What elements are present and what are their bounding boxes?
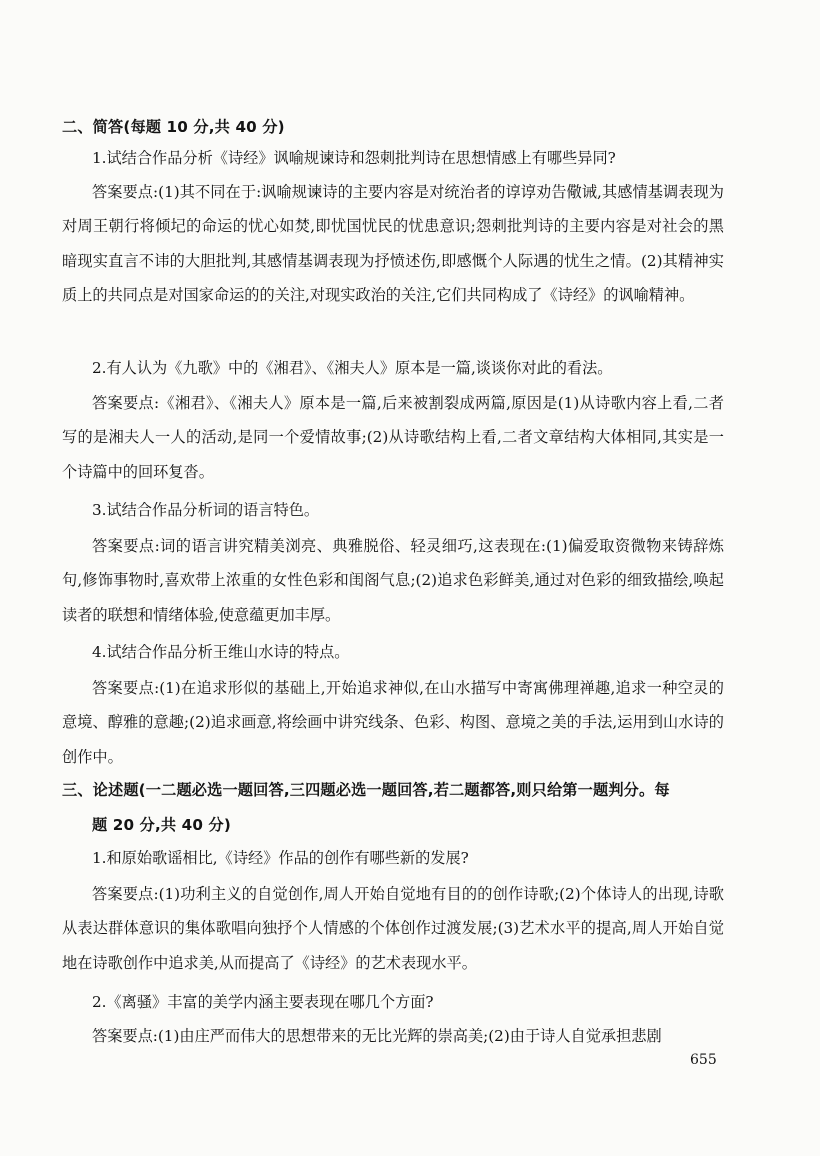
section-2-question-3: 3.试结合作品分析词的语言特色。 [92, 501, 320, 519]
section-3-title-line-2: 题 20 分,共 40 分) [92, 816, 231, 834]
section-3-answer-2: 答案要点:(1)由庄严而伟大的思想带来的无比光辉的崇高美;(2)由于诗人自觉承担悲剧 [92, 1027, 662, 1045]
section-3-question-2: 2.《离骚》丰富的美学内涵主要表现在哪几个方面? [92, 993, 434, 1011]
section-3-question-1: 1.和原始歌谣相比,《诗经》作品的创作有哪些新的发展? [92, 849, 469, 867]
section-2-question-1: 1.试结合作品分析《诗经》讽喻规谏诗和怨刺批判诗在思想情感上有哪些异同? [92, 149, 616, 167]
section-2-answer-3: 答案要点:词的语言讲究精美浏亮、典雅脱俗、轻灵细巧,这表现在:(1)偏爱取资微物来铸辞炼句,修饰事物时,喜欢带上浓重的女性色彩和闺阁气息;(2)追求色彩鲜美,通过对色彩的细致描绘,唤起读者的联想和情绪体验,使意蕴更加丰厚。 [62, 537, 724, 624]
section-2-question-2: 2.有人认为《九歌》中的《湘君》、《湘夫人》原本是一篇,谈谈你对此的看法。 [92, 359, 613, 377]
section-2-answer-4: 答案要点:(1)在追求形似的基础上,开始追求神似,在山水描写中寄寓佛理禅趣,追求一种空灵的意境、醇雅的意趣;(2)追求画意,将绘画中讲究线条、色彩、构图、意境之美的手法,运用到山水诗的创作中。 [62, 679, 724, 766]
section-3-answer-1: 答案要点:(1)功利主义的自觉创作,周人开始自觉地有目的的创作诗歌;(2)个体诗人的出现,诗歌从表达群体意识的集体歌唱向独抒个人情感的个体创作过渡发展;(3)艺术水平的提高,周人开始自觉地在诗歌创作中追求美,从而提高了《诗经》的艺术表现水平。 [62, 885, 724, 972]
section-2-answer-2: 答案要点:《湘君》、《湘夫人》原本是一篇,后来被割裂成两篇,原因是(1)从诗歌内容上看,二者写的是湘夫人一人的活动,是同一个爱情故事;(2)从诗歌结构上看,二者文章结构大体相同,其实是一个诗篇中的回环复沓。 [62, 394, 724, 481]
section-2-answer-1: 答案要点:(1)其不同在于:讽喻规谏诗的主要内容是对统治者的谆谆劝告儆诫,其感情基调表现为对周王朝行将倾圮的命运的忧心如焚,即忧国忧民的忧患意识;怨刺批判诗的主要内容是对社会的黑暗现实直言不讳的大胆批判,其感情基调表现为抒愤述伤,即感慨个人际遇的忧生之情。(2)其精神实质上的共同点是对国家命运的的关注,对现实政治的关注,它们共同构成了《诗经》的讽喻精神。 [62, 183, 724, 304]
section-2-title: 二、简答(每题 10 分,共 40 分) [62, 118, 285, 136]
section-2-question-4: 4.试结合作品分析王维山水诗的特点。 [92, 643, 350, 661]
section-3-title-line-1: 三、论述题(一二题必选一题回答,三四题必选一题回答,若二题都答,则只给第一题判分。每 [62, 781, 670, 799]
page-number: 655 [690, 1052, 717, 1068]
